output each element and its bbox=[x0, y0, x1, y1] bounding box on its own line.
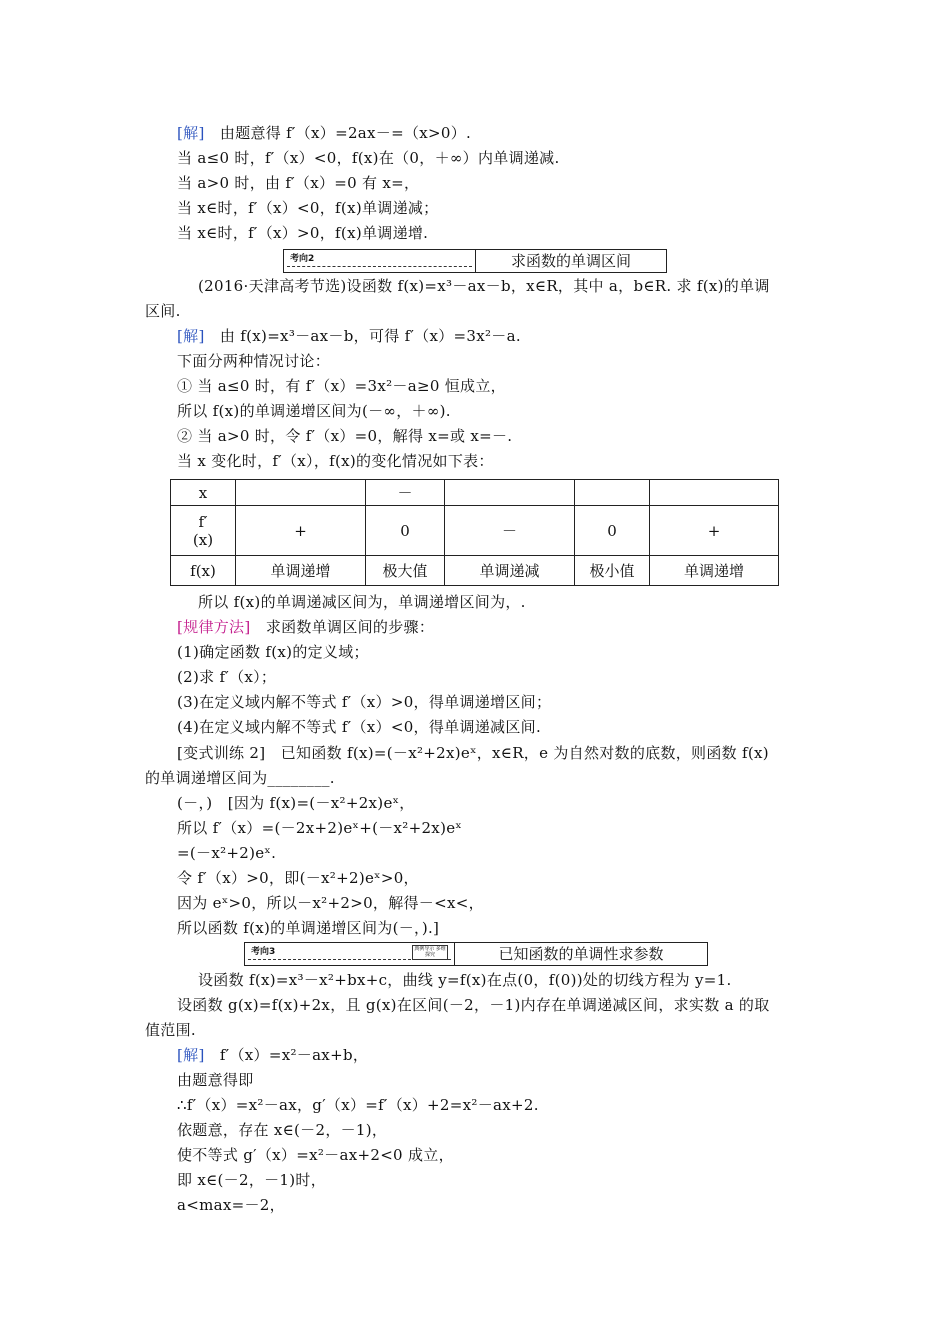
table-cell: + bbox=[236, 506, 366, 556]
banner-tag-area bbox=[284, 250, 476, 272]
table-cell: － bbox=[445, 506, 575, 556]
section-banner-2 bbox=[283, 249, 667, 273]
table-cell: 极小值 bbox=[575, 556, 650, 586]
text-line: 所以 f(x)的单调递减区间为，单调递增区间为，. bbox=[198, 593, 526, 611]
table-row bbox=[171, 556, 779, 586]
table-cell bbox=[650, 480, 779, 506]
table-cell bbox=[236, 480, 366, 506]
table-cell: + bbox=[650, 506, 779, 556]
text-line: (2)求 f′（x）； bbox=[177, 668, 277, 686]
text-line: 区间. bbox=[145, 302, 181, 320]
text-line: (1)确定函数 f(x)的定义域； bbox=[177, 643, 369, 661]
text-line: (－，) [因为 f(x)=(－x²+2x)eˣ， bbox=[177, 794, 415, 812]
table-row bbox=[171, 480, 779, 506]
table-cell: 极大值 bbox=[366, 556, 445, 586]
solution-label: [解] bbox=[177, 124, 205, 142]
section-banner-3 bbox=[244, 942, 708, 966]
text-line: ② 当 a>0 时，令 f′（x）=0，解得 x=或 x=－. bbox=[177, 427, 513, 445]
text-line: 设函数 g(x)=f(x)+2x，且 g(x)在区间(－2，－1)内存在单调递减区间，求实数 a 的取 bbox=[177, 996, 770, 1014]
banner-dash bbox=[287, 266, 472, 267]
table-cell: 0 bbox=[366, 506, 445, 556]
text-line: ∴f′（x）=x²－ax，g′（x）=f′（x）+2=x²－ax+2. bbox=[177, 1096, 539, 1114]
banner-dash bbox=[248, 959, 451, 960]
table-cell: － bbox=[366, 480, 445, 506]
banner-small-box: 典例导示 多维探究 bbox=[412, 945, 448, 960]
banner-tag: 考向3 bbox=[251, 947, 276, 957]
text-line: 所以 f′（x）=(－2x+2)eˣ+(－x²+2x)eˣ bbox=[177, 819, 463, 837]
text-line: 由题意得即 bbox=[177, 1071, 254, 1089]
table-head-line: f′ bbox=[198, 512, 208, 531]
table-cell bbox=[575, 480, 650, 506]
solution-label: [解] bbox=[177, 1046, 205, 1064]
text-line: (2016·天津高考节选)设函数 f(x)=x³－ax－b，x∈R，其中 a，b∈R. 求 f(x)的单调 bbox=[198, 277, 770, 295]
banner-tag: 考向2 bbox=[290, 254, 315, 264]
table-cell: 单调递增 bbox=[236, 556, 366, 586]
text-line: 当 x 变化时，f′（x），f(x)的变化情况如下表： bbox=[177, 452, 494, 470]
text-line: a<max=－2， bbox=[177, 1196, 285, 1214]
text-line: (3)在定义域内解不等式 f′（x）>0，得单调递增区间； bbox=[177, 693, 552, 711]
text-line: 设函数 f(x)=x³－x²+bx+c，曲线 y=f(x)在点(0，f(0))处的切线方程为 y=1. bbox=[198, 971, 732, 989]
text-line: [解] 由 f(x)=x³－ax－b，可得 f′（x）=3x²－a. bbox=[177, 327, 521, 345]
text-line: 下面分两种情况讨论： bbox=[177, 352, 331, 370]
text-line: =(－x²+2)eˣ. bbox=[177, 844, 277, 862]
method-text: 求函数单调区间的步骤： bbox=[265, 618, 435, 636]
table-cell: 0 bbox=[575, 506, 650, 556]
text-line: [解] f′（x）=x²－ax+b， bbox=[177, 1046, 369, 1064]
table-cell bbox=[445, 480, 575, 506]
banner-title: 已知函数的单调性求参数 bbox=[498, 945, 664, 963]
text-line: 依题意，存在 x∈(－2，－1)， bbox=[177, 1121, 388, 1139]
text-line: 值范围. bbox=[145, 1021, 196, 1039]
solution-label: [解] bbox=[177, 327, 205, 345]
table-cell bbox=[171, 506, 236, 556]
text-line: 使不等式 g′（x）=x²－ax+2<0 成立， bbox=[177, 1146, 454, 1164]
text-line: 的单调递增区间为________. bbox=[145, 769, 335, 787]
table-cell: 单调递减 bbox=[445, 556, 575, 586]
table-cell: x bbox=[171, 480, 236, 506]
text-line: (4)在定义域内解不等式 f′（x）<0，得单调递减区间. bbox=[177, 718, 542, 736]
text-line: 所以 f(x)的单调递增区间为(－∞，＋∞). bbox=[177, 402, 451, 420]
text-line: [变式训练 2] 已知函数 f(x)=(－x²+2x)eˣ，x∈R，e 为自然对数的底数，则函数 f(x) bbox=[177, 744, 769, 762]
text-line: [解] 由题意得 f′（x）=2ax－=（x>0）. bbox=[177, 124, 472, 142]
variation-table bbox=[170, 479, 779, 586]
text-line: 所以函数 f(x)的单调递增区间为(－，).] bbox=[177, 919, 440, 937]
table-head-line: (x) bbox=[192, 530, 214, 549]
text-line: 因为 eˣ>0，所以－x²+2>0，解得－<x<， bbox=[177, 894, 484, 912]
table-row bbox=[171, 506, 779, 556]
text-line: 当 a≤0 时，f′（x）<0，f(x)在（0，＋∞）内单调递减. bbox=[177, 149, 560, 167]
banner-title: 求函数的单调区间 bbox=[510, 252, 631, 270]
table-cell: f(x) bbox=[171, 556, 236, 586]
text-line: 当 a>0 时，由 f′（x）=0 有 x=， bbox=[177, 174, 420, 192]
banner-tag-area bbox=[245, 943, 455, 965]
text-line: 即 x∈(－2，－1)时， bbox=[177, 1171, 327, 1189]
method-label: [规律方法] bbox=[177, 618, 251, 636]
text-line: 当 x∈时，f′（x）<0，f(x)单调递减； bbox=[177, 199, 439, 217]
table-cell: 单调递增 bbox=[650, 556, 779, 586]
text-line: 当 x∈时，f′（x）>0，f(x)单调递增. bbox=[177, 224, 429, 242]
method-line bbox=[177, 616, 434, 638]
text-line: ① 当 a≤0 时，有 f′（x）=3x²－a≥0 恒成立， bbox=[177, 377, 506, 395]
text-line: 令 f′（x）>0，即(－x²+2)eˣ>0， bbox=[177, 869, 419, 887]
